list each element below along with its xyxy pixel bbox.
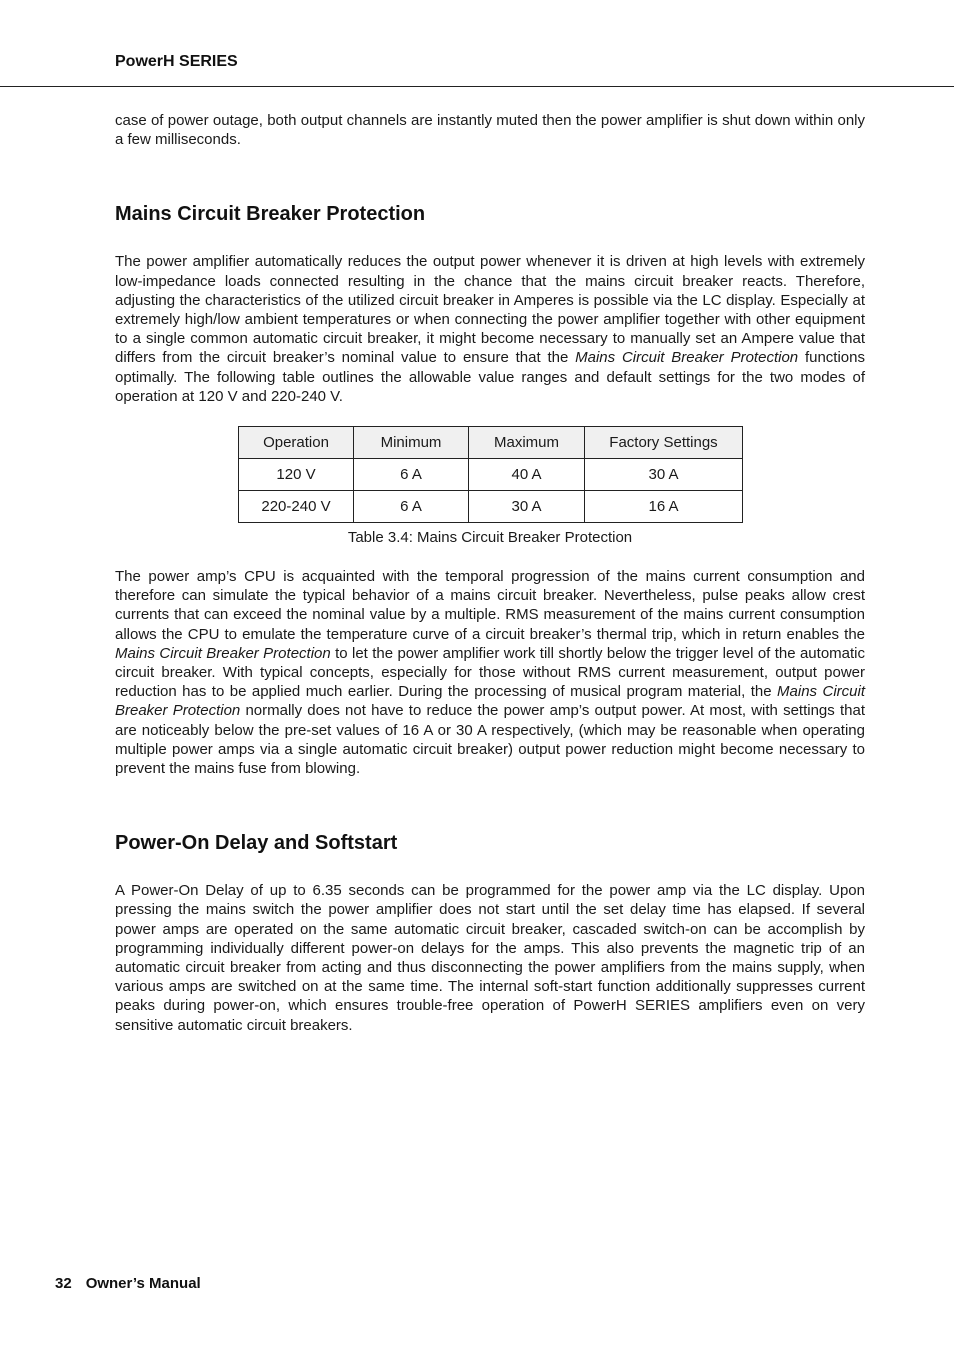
table-cell: 30 A <box>585 459 743 491</box>
intro-paragraph: case of power outage, both output channels are instantly muted then the power amplifier is shut down within only a few milliseconds. <box>115 112 865 149</box>
section-heading-power-on-delay: Power-On Delay and Softstart <box>115 832 398 855</box>
table-cell: 220-240 V <box>239 491 354 523</box>
emphasis-term: Mains Circuit Breaker Protection <box>575 349 799 367</box>
section-heading-mains-circuit-breaker: Mains Circuit Breaker Protection <box>115 203 426 226</box>
paragraph-text: normally does not have to reduce the power amp’s output power. At most, with settings that are noticeably below the pre-set values of 16 A or 30 A respectively, (which may be reasonable when operating multiple power amps via a single automatic circuit breaker) output power reduction might become necessary to prevent the mains fuse from blowing. <box>115 702 865 778</box>
table-cell: 6 A <box>354 459 469 491</box>
footer-label: Owner’s Manual <box>85 1275 201 1292</box>
table-header-row <box>239 427 743 459</box>
table-cell: 40 A <box>469 459 585 491</box>
paragraph-text: The power amp’s CPU is acquainted with the temporal progression of the mains current consumption and therefore can simulate the typical behavior of a mains circuit breaker. Nevertheless, pulse peaks allow crest currents that can exceed the nominal value by a multiple. RMS measurement of the mains current consumption allows the CPU to emulate the temperature curve of a circuit breaker’s thermal trip, which in return enables the <box>115 568 865 643</box>
mains-breaker-paragraph-1 <box>115 252 865 406</box>
mains-breaker-paragraph-2 <box>115 567 865 778</box>
paragraph-text: The power amplifier automatically reduces the output power whenever it is driven at high levels with extremely low-impedance loads connected resulting in the chance that the mains circuit breaker reacts. Therefore, adjusting the characteristics of the utilized circuit breaker in Amperes is possible via the LC display. Especially at extremely high/low ambient temperatures or when connecting the power amplifier together with other equipment to a single common automatic circuit breaker, it might become necessary to manually set an Ampere value that differs from the circuit breaker’s nominal value to ensure that the <box>115 253 865 367</box>
table-caption: Table 3.4: Mains Circuit Breaker Protection <box>347 529 633 547</box>
page-number: 32 <box>55 1275 72 1292</box>
header-divider <box>0 86 954 87</box>
power-on-delay-paragraph: A Power-On Delay of up to 6.35 seconds can be programmed for the power amp via the LC display. Upon pressing the mains switch the power amplifier does not start until the set delay time has elapsed. If several power amps are operated on the same automatic circuit breaker, cascaded switch-on can be accomplish by programming individually different power-on delays for the amps. This also prevents the magnetic trip of an automatic circuit breaker from acting and thus disconnecting the power amplifiers from the mains supply, when various amps are switched on at the same time. The internal soft-start function additionally suppresses current peaks during power-on, which ensures trouble-free operation of PowerH SERIES amplifiers even on very sensitive automatic circuit breakers. <box>115 882 865 1034</box>
page-content <box>115 111 865 1035</box>
table-cell: 6 A <box>354 491 469 523</box>
running-header: PowerH SERIES <box>115 53 238 70</box>
table-cell: 120 V <box>239 459 354 491</box>
table-header-cell: Maximum <box>469 427 585 459</box>
paragraph-text: to let the power amplifier work till shortly below the trigger level of the automatic circuit breaker. With typical concepts, especially for those without RMS current measurement, output power reduction has to be applied much earlier. During the processing of musical program material, the <box>115 644 865 701</box>
mains-breaker-table <box>238 426 743 523</box>
table-cell: 30 A <box>469 491 585 523</box>
table-row <box>239 459 743 491</box>
table-header-cell: Operation <box>239 427 354 459</box>
paragraph-text: functions optimally. The following table outlines the allowable value ranges and default settings for the two modes of operation at 120 V and 220-240 V. <box>115 349 865 405</box>
emphasis-term: Mains Circuit Breaker Protection <box>115 644 331 662</box>
table-row <box>239 491 743 523</box>
table-header-cell: Factory Settings <box>585 427 743 459</box>
page-footer <box>55 1275 201 1292</box>
table-cell: 16 A <box>585 491 743 523</box>
emphasis-term: Mains Circuit Breaker Protection <box>115 683 865 720</box>
table-header-cell: Minimum <box>354 427 469 459</box>
